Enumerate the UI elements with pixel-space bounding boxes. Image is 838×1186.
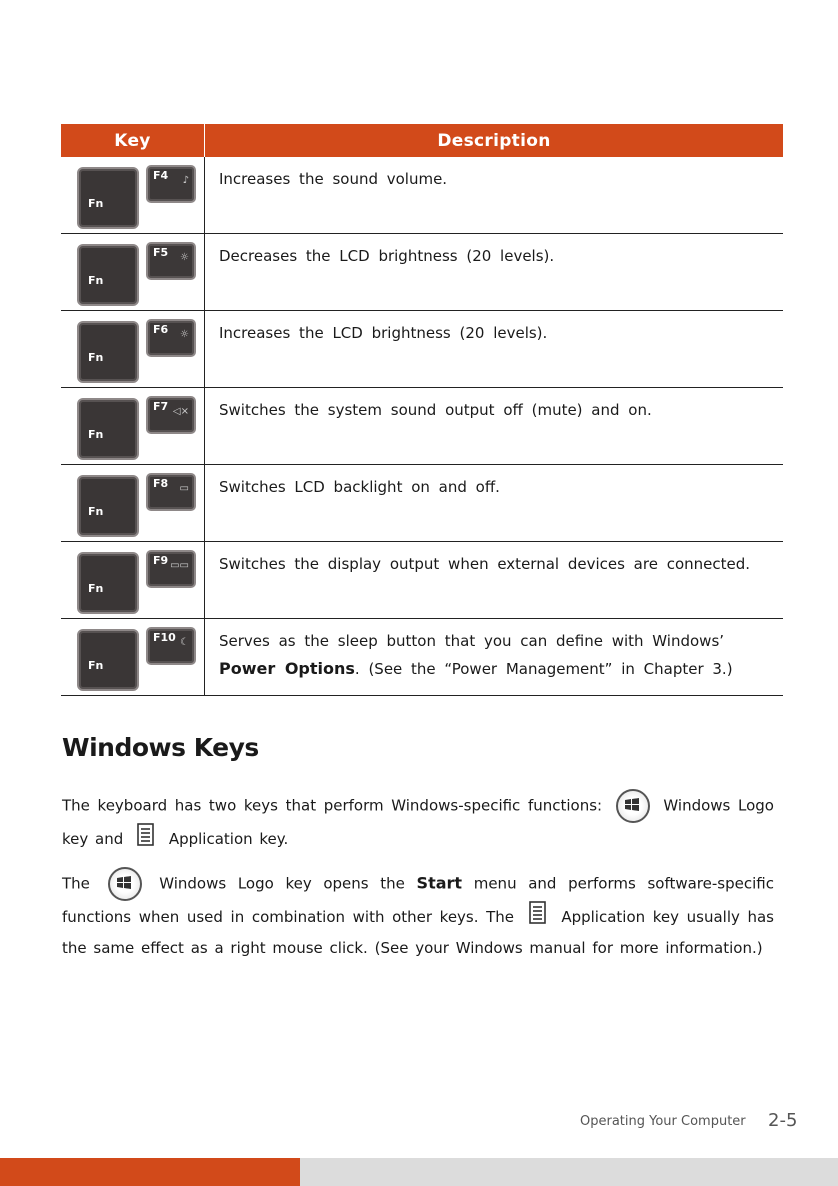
row-description: Decreases the LCD brightness (20 levels).	[205, 234, 784, 311]
row-description: Increases the LCD brightness (20 levels).	[205, 311, 784, 388]
row-description: Increases the sound volume.	[205, 157, 784, 234]
table-row	[61, 388, 783, 465]
fn-key-icon: Fn	[77, 321, 139, 383]
key-combo	[61, 311, 205, 388]
page-number: 2-5	[768, 1110, 798, 1131]
f10-key-icon: F10 ☾	[146, 627, 196, 665]
key-combo	[61, 542, 205, 619]
f9-key-icon: F9 ▭▭	[146, 550, 196, 588]
row-description: Switches the system sound output off (mute) and on.	[205, 388, 784, 465]
key-combo	[61, 234, 205, 311]
key-combo	[61, 619, 205, 696]
brightness-up-icon: ☼	[180, 329, 189, 340]
fn-key-icon: Fn	[77, 629, 139, 691]
header-description: Description	[205, 124, 784, 157]
paragraph-windows-key: The Windows Logo key opens the Start menu and performs software-specific functions when used in combination with other keys. The Application key usually has the same effect as a right mouse click. (See your Windows manual for more information.)	[62, 867, 774, 962]
footer-chapter: Operating Your Computer	[580, 1114, 746, 1129]
mute-icon: ◁×	[172, 406, 189, 417]
section-title: Windows Keys	[62, 733, 259, 762]
application-key-icon	[136, 823, 156, 856]
volume-up-icon: ♪	[182, 175, 189, 186]
footer-bar-accent	[0, 1158, 300, 1186]
fn-key-icon: Fn	[77, 475, 139, 537]
display-switch-icon: ▭▭	[170, 560, 189, 571]
f8-key-icon: F8 ▭	[146, 473, 196, 511]
fn-key-icon: Fn	[77, 167, 139, 229]
row-description: Switches the display output when external devices are connected.	[205, 542, 784, 619]
fn-key-icon: Fn	[77, 244, 139, 306]
f6-key-icon: F6 ☼	[146, 319, 196, 357]
application-key-icon	[528, 901, 548, 934]
fn-key-icon: Fn	[77, 398, 139, 460]
windows-logo-icon	[616, 789, 650, 823]
key-combo	[61, 465, 205, 542]
f5-key-icon: F5 ☼	[146, 242, 196, 280]
f4-key-icon: F4 ♪	[146, 165, 196, 203]
brightness-down-icon: ☼	[180, 252, 189, 263]
footer-bar-grey	[300, 1158, 838, 1186]
paragraph-intro: The keyboard has two keys that perform Windows-specific functions: Windows Logo key and Application key.	[62, 789, 774, 856]
row-description: Switches LCD backlight on and off.	[205, 465, 784, 542]
table-row	[61, 542, 783, 619]
fn-key-icon: Fn	[77, 552, 139, 614]
key-combo	[61, 157, 205, 234]
power-options-term: Power Options	[219, 659, 355, 678]
table-row	[61, 311, 783, 388]
table-row	[61, 465, 783, 542]
sleep-icon: ☾	[180, 637, 189, 648]
table-row	[61, 157, 783, 234]
start-term: Start	[416, 873, 463, 893]
row-description: Serves as the sleep button that you can define with Windows’ Power Options. (See the “Power Management” in Chapter 3.)	[205, 619, 784, 696]
backlight-icon: ▭	[179, 483, 189, 494]
table-row	[61, 619, 783, 696]
header-key: Key	[61, 124, 205, 157]
windows-logo-icon	[108, 867, 142, 901]
f7-key-icon: F7 ◁×	[146, 396, 196, 434]
table-row	[61, 234, 783, 311]
function-key-table	[61, 124, 783, 696]
key-combo	[61, 388, 205, 465]
